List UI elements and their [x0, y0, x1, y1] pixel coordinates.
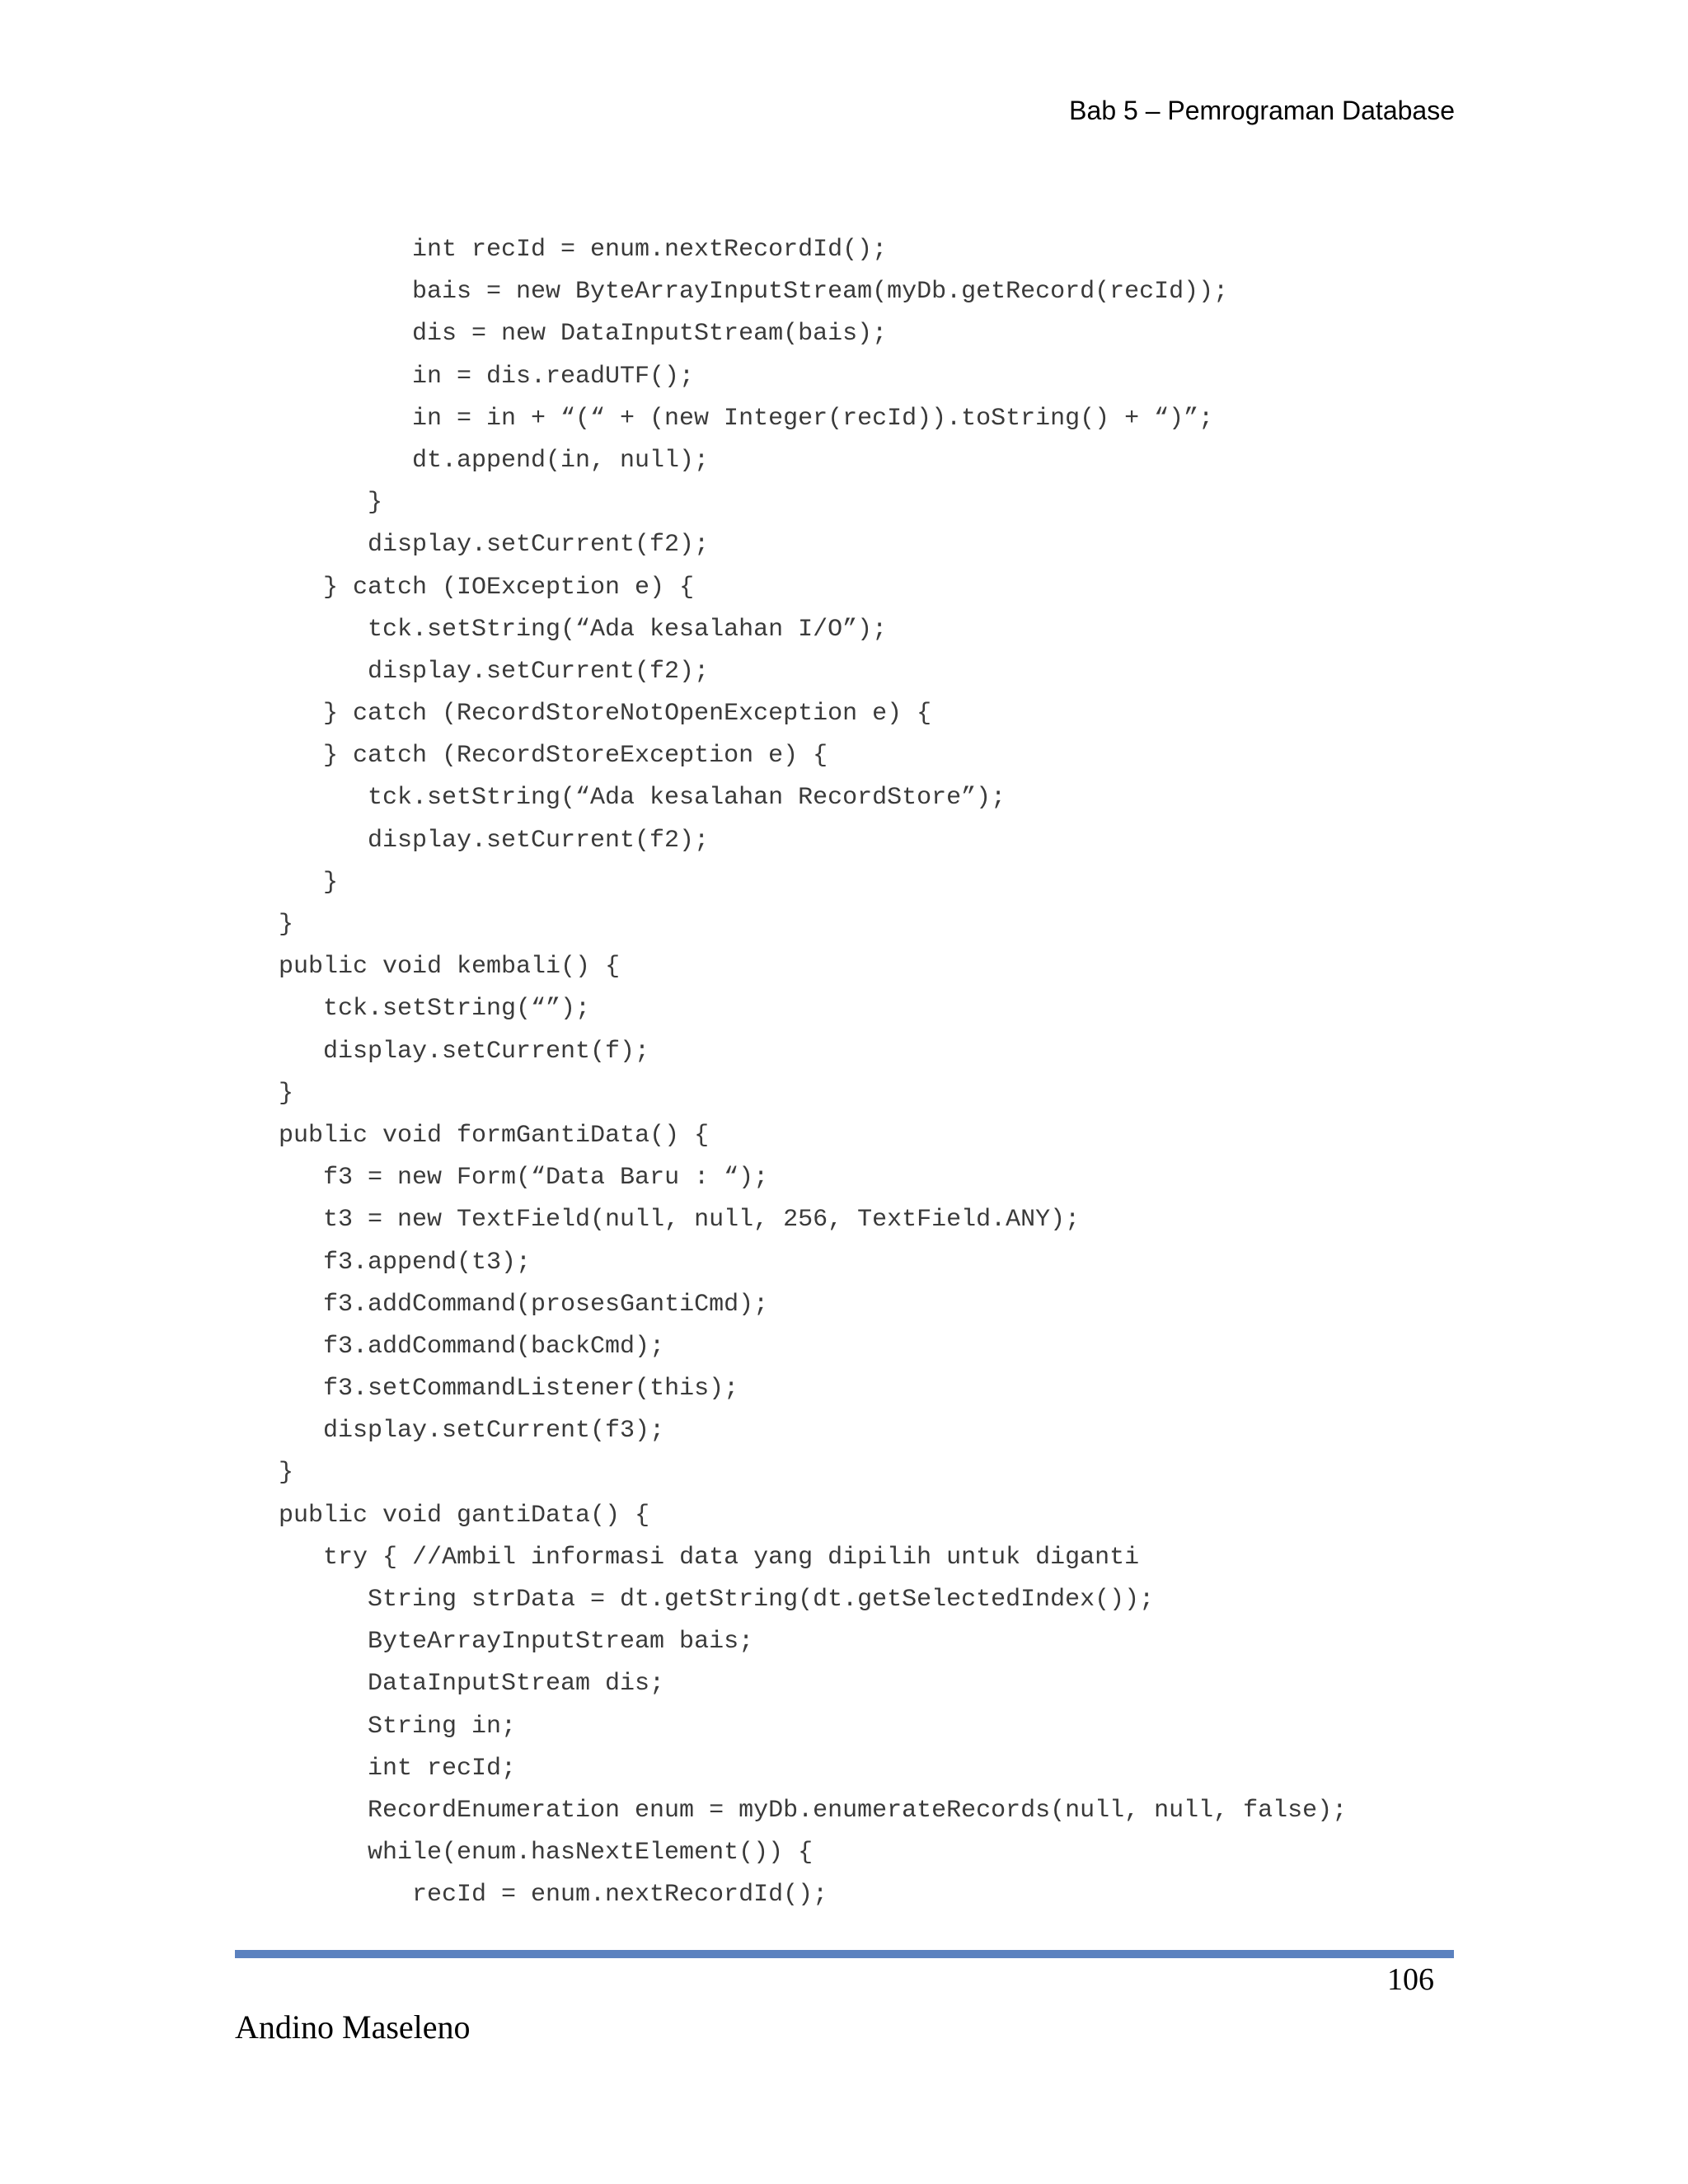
- code-line: int recId = enum.nextRecordId();: [412, 236, 888, 264]
- code-line: in = in + “(“ + (new Integer(recId)).toString() + “)”;: [412, 404, 1214, 433]
- page-number: 106: [1387, 1962, 1434, 1997]
- code-line: }: [368, 489, 383, 518]
- code-listing: [0, 229, 1688, 1917]
- code-line: display.setCurrent(f);: [323, 1037, 650, 1066]
- code-line: }: [323, 868, 339, 897]
- code-line: }: [279, 1459, 294, 1488]
- code-line: bais = new ByteArrayInputStream(myDb.getRecord(recId));: [412, 278, 1229, 307]
- code-line: } catch (RecordStoreNotOpenException e) {: [323, 700, 932, 729]
- code-line: tck.setString(“”);: [323, 995, 591, 1024]
- code-line: dt.append(in, null);: [412, 446, 710, 475]
- code-line: String strData = dt.getString(dt.getSelectedIndex());: [368, 1586, 1155, 1614]
- footer-author: Andino Maseleno: [235, 2008, 471, 2046]
- page-header-chapter-title: Bab 5 – Pemrograman Database: [1069, 96, 1455, 125]
- code-line: public void formGantiData() {: [279, 1121, 710, 1150]
- code-line: ByteArrayInputStream bais;: [368, 1628, 754, 1657]
- code-line: recId = enum.nextRecordId();: [412, 1881, 828, 1910]
- code-line: } catch (RecordStoreException e) {: [323, 742, 828, 771]
- code-line: } catch (IOException e) {: [323, 573, 695, 602]
- code-line: String in;: [368, 1712, 517, 1741]
- code-line: try { //Ambil informasi data yang dipilih untuk diganti: [323, 1543, 1140, 1572]
- code-line: display.setCurrent(f3);: [323, 1417, 665, 1446]
- code-line: display.setCurrent(f2);: [368, 826, 710, 855]
- code-line: DataInputStream dis;: [368, 1670, 665, 1699]
- code-line: dis = new DataInputStream(bais);: [412, 320, 888, 349]
- code-line: f3.append(t3);: [323, 1248, 532, 1277]
- code-line: display.setCurrent(f2);: [368, 657, 710, 686]
- code-line: }: [279, 911, 294, 939]
- code-line: tck.setString(“Ada kesalahan I/O”);: [368, 615, 888, 644]
- code-line: public void gantiData() {: [279, 1501, 650, 1530]
- code-line: f3 = new Form(“Data Baru : “);: [323, 1164, 769, 1193]
- code-line: f3.addCommand(prosesGantiCmd);: [323, 1290, 769, 1319]
- code-line: in = dis.readUTF();: [412, 362, 695, 391]
- footer-divider: [235, 1950, 1454, 1958]
- code-line: tck.setString(“Ada kesalahan RecordStore”);: [368, 784, 1006, 813]
- code-line: while(enum.hasNextElement()) {: [368, 1839, 814, 1868]
- code-line: f3.addCommand(backCmd);: [323, 1332, 665, 1361]
- code-line: RecordEnumeration enum = myDb.enumerateRecords(null, null, false);: [368, 1796, 1348, 1825]
- code-line: t3 = new TextField(null, null, 256, TextField.ANY);: [323, 1206, 1081, 1235]
- code-line: public void kembali() {: [279, 953, 621, 982]
- code-line: f3.setCommandListener(this);: [323, 1375, 739, 1404]
- code-line: int recId;: [368, 1754, 517, 1783]
- code-line: display.setCurrent(f2);: [368, 531, 710, 560]
- code-line: }: [279, 1079, 294, 1108]
